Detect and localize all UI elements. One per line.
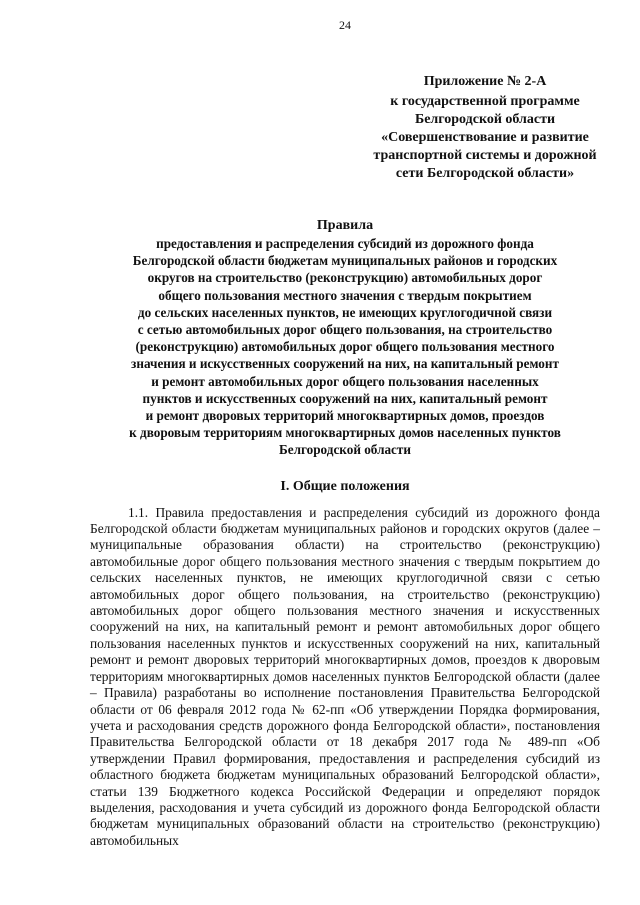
appendix-title: Приложение № 2-А bbox=[423, 74, 547, 89]
rules-title: Правила bbox=[316, 218, 374, 233]
rules-subtitle: предоставления и распределения субсидий из дорожного фонда Белгородской области бюджетам муниципальных районов и городских округов на строительство (реконструкцию) автомобильных дорог общего пользования местного значения с твердым покрытием до сельских населенных пунктов, не имеющих круглогодичной связи с сетью автомобильных дорог общего пользования, на строительство (реконструкцию) автомобильных дорог общего пользования местного значения и искусственных сооружений на них, на капитальный ремонт и ремонт автомобильных дорог общего пользования населенных пунктов и искусственных сооружений на них, капитальный ремонт и ремонт дворовых территорий многоквартирных домов, проездов к дворовым территориям многоквартирных домов населенных пунктов Белгородской области bbox=[129, 236, 561, 458]
section-heading: I. Общие положения bbox=[280, 478, 410, 494]
appendix-line: транспортной системы и дорожной bbox=[373, 148, 597, 163]
appendix-line: сети Белгородской области» bbox=[395, 166, 575, 181]
appendix-block bbox=[360, 73, 610, 183]
body-paragraph: 1.1. Правила предоставления и распределения субсидий из дорожного фонда Белгородской области бюджетам муниципальных районов и городских округов (далее – муниципальные образования области) на строительство (реконструкцию) автомобильные дорог общего пользования местного значения с твердым покрытием до сельских населенных пунктов, не имеющих круглогодичной связи с сетью автомобильных дорог общего пользования, на строительство (реконструкцию) автомобильных дорог общего пользования местного значения и искусственных сооружений на них, на капитальный ремонт и ремонт автомобильных дорог общего пользования населенных пунктов и искусственных сооружений на них, капитальный ремонт и ремонт дворовых территорий многоквартирных домов, проездов к дворовым территориям многоквартирных домов населенных пунктов Белгородской области (далее – Правила) разработаны во исполнение постановления Правительства Белгородской области от 06 февраля 2012 года № 62-пп «Об утверждении Порядка формирования, учета и расходования средств дорожного фонда Белгородской области», постановления Правительства Белгородской области от 18 декабря 2017 года № 489-пп «Об утверждении Правил формирования, предоставления и распределения субсидий из областного бюджета бюджетам муниципальных образований Белгородской области», статьи 139 Бюджетного кодекса Российской Федерации и определяют порядок выделения, расходования и учета субсидий из дорожного фонда Белгородской области бюджетам муниципальных образований области на строительство (реконструкцию) автомобильных bbox=[90, 504, 600, 848]
appendix-line: к государственной программе bbox=[390, 94, 580, 109]
appendix-line: «Совершенствование и развитие bbox=[381, 130, 589, 145]
page-number: 24 bbox=[339, 18, 351, 32]
appendix-line: Белгородской области bbox=[414, 112, 556, 127]
